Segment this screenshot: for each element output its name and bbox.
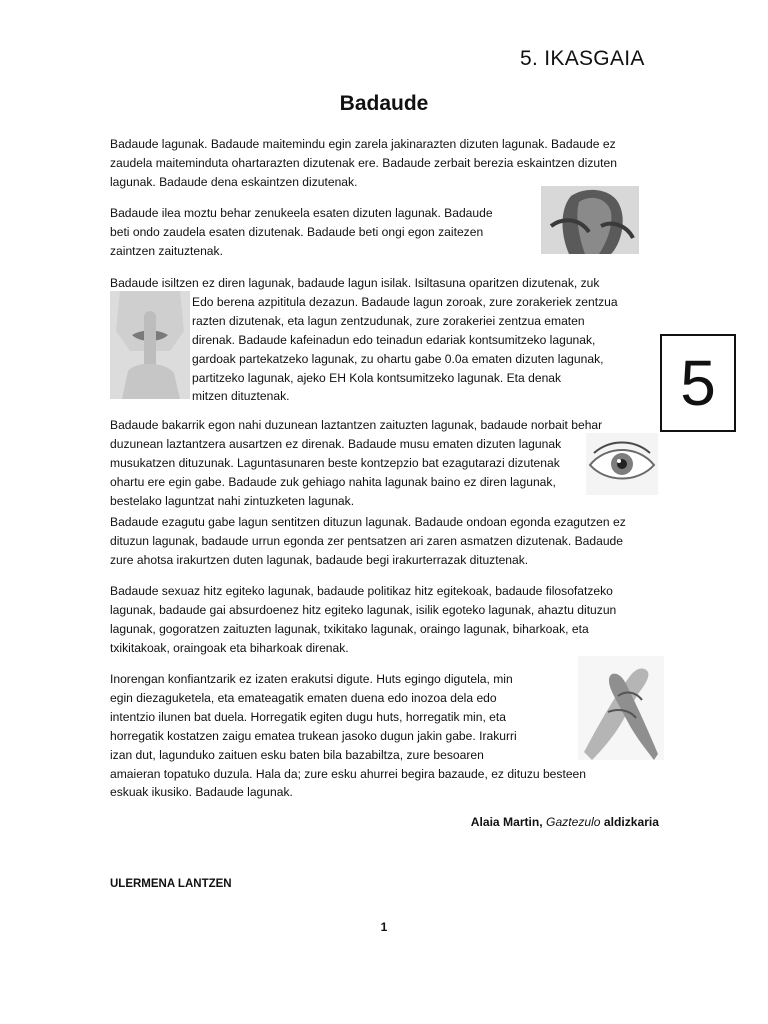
text-line: Badaude lagunak. Badaude maitemindu egin zarela jakinarazten dizuten lagunak. Badaude ez bbox=[110, 137, 616, 151]
text-line: musukatzen dituzunak. Laguntasunaren beste kontzepzio bat ezagutarazi dizutenak bbox=[110, 455, 560, 470]
text-line: lagunak. Badaude dena eskaintzen dizutenak. bbox=[110, 174, 358, 189]
lesson-number: 5. IKASGAIA bbox=[520, 47, 645, 70]
text-line: razten dizutenak, eta lagun zentzudunak, zure zorakeriei zentzua ematen bbox=[192, 313, 585, 328]
text-line: lagunak, gogoratzen zaituzten lagunak, txikitako lagunak, oraingo lagunak, biharkoak, eta bbox=[110, 621, 589, 636]
text-line: zaudela maiteminduta ohartarazten dizutenak ere. Badaude zerbait berezia eskaintzen dizuten bbox=[110, 155, 617, 170]
signature bbox=[471, 815, 659, 829]
text-line: horregatik kostatzen zaigu ematea trukean jasoko dugun jakin gabe. Irakurri bbox=[110, 728, 517, 743]
shush-photo bbox=[110, 291, 190, 399]
text-line: zure ahotsa irakurtzen duten lagunak, badaude begi irakurterrazak dituztenak. bbox=[110, 552, 529, 567]
text-line: lagunak, badaude gai absurdoenez hitz egiteko lagunak, isilik egoteko lagunak, ahaztu dituzun bbox=[110, 602, 617, 617]
magazine-name: Gaztezulo bbox=[546, 815, 601, 829]
text-line: zaintzen zaituztenak. bbox=[110, 243, 223, 258]
paragraph-2 bbox=[110, 204, 493, 261]
hair-photo bbox=[541, 186, 639, 254]
text-line: duzunean laztantzera ausartzen ez direnak. Badaude musu ematen dizuten lagunak bbox=[110, 436, 562, 451]
text-line: Badaude ilea moztu behar zenukeela esaten dizuten lagunak. Badaude bbox=[110, 206, 493, 220]
text-line: eskuak ikusiko. Badaude lagunak. bbox=[110, 785, 293, 800]
text-line: Edo berena azpititula dezazun. Badaude lagun zoroak, zure zorakeriek zentzua bbox=[192, 294, 618, 309]
paragraph-4 bbox=[110, 416, 602, 511]
page-number: 1 bbox=[380, 920, 388, 934]
hands-photo bbox=[578, 656, 664, 760]
text-line: Inorengan konfiantzarik ez izaten erakutsi digute. Huts egingo digutela, min bbox=[110, 672, 513, 686]
lesson-number-box: 5 bbox=[660, 334, 736, 432]
page-title: Badaude bbox=[339, 92, 429, 115]
text-line: amaieran topatuko duzula. Hala da; zure esku ahurrei begira bazaude, ez dituzu besteen bbox=[110, 766, 586, 781]
text-line: ohartu ere egin gabe. Badaude zuk gehiago nahita lagunak baino ez diren lagunak, bbox=[110, 474, 556, 489]
eye-photo bbox=[586, 433, 658, 495]
text-line: bestelako laguntzat nahi zintuzketen lagunak. bbox=[110, 493, 355, 508]
paragraph-7 bbox=[110, 670, 586, 802]
paragraph-5 bbox=[110, 513, 626, 570]
text-line: Badaude sexuaz hitz egiteko lagunak, badaude politikaz hitz egitekoak, badaude filosofatzeko bbox=[110, 584, 613, 598]
author-name: Alaia Martin, bbox=[470, 815, 543, 829]
section-heading: ULERMENA LANTZEN bbox=[110, 878, 232, 890]
text-line: Badaude isiltzen ez diren lagunak, badaude lagun isilak. Isiltasuna oparitzen dizutenak, zuk bbox=[110, 276, 600, 290]
text-line: Badaude bakarrik egon nahi duzunean laztantzen zaituzten lagunak, badaude norbait behar bbox=[110, 418, 603, 432]
text-line: gardoak partekatzeko lagunak, zu ohartu gabe 0.0a ematen dizuten lagunak, bbox=[192, 351, 604, 366]
signature-suffix: aldizkaria bbox=[603, 815, 659, 829]
text-line: egin diezaguketela, eta emateagatik ematen duena edo inozoa dela edo bbox=[110, 690, 497, 705]
text-line: beti ondo zaudela esaten dizutenak. Badaude beti ongi egon zaitezen bbox=[110, 224, 484, 239]
text-line: partitzeko lagunak, ajeko EH Kola kontsumitzeko lagunak. Eta denak bbox=[192, 370, 562, 385]
text-line: txikitakoak, oraingoak eta biharkoak direnak. bbox=[110, 640, 349, 655]
text-line: Badaude ezagutu gabe lagun sentitzen dituzun lagunak. Badaude ondoan egonda ezagutzen ez bbox=[110, 515, 626, 529]
text-line: dituzun lagunak, badaude urrun egonda zer pentsatzen ari zaren asmatzen dizutenak. Badaude bbox=[110, 533, 623, 548]
text-line: direnak. Badaude kafeinadun edo teinadun edariak kontsumitzeko lagunak, bbox=[192, 332, 596, 347]
text-line: izan dut, lagunduko zaituen esku baten bila bazabiltza, zure besoaren bbox=[110, 747, 484, 762]
text-line: mitzen dituztenak. bbox=[192, 389, 290, 404]
paragraph-6 bbox=[110, 582, 616, 658]
text-line: intentzio ilunen bat duela. Horregatik egiten dugu huts, horregatik min, eta bbox=[110, 709, 506, 724]
paragraph-1 bbox=[110, 135, 617, 192]
